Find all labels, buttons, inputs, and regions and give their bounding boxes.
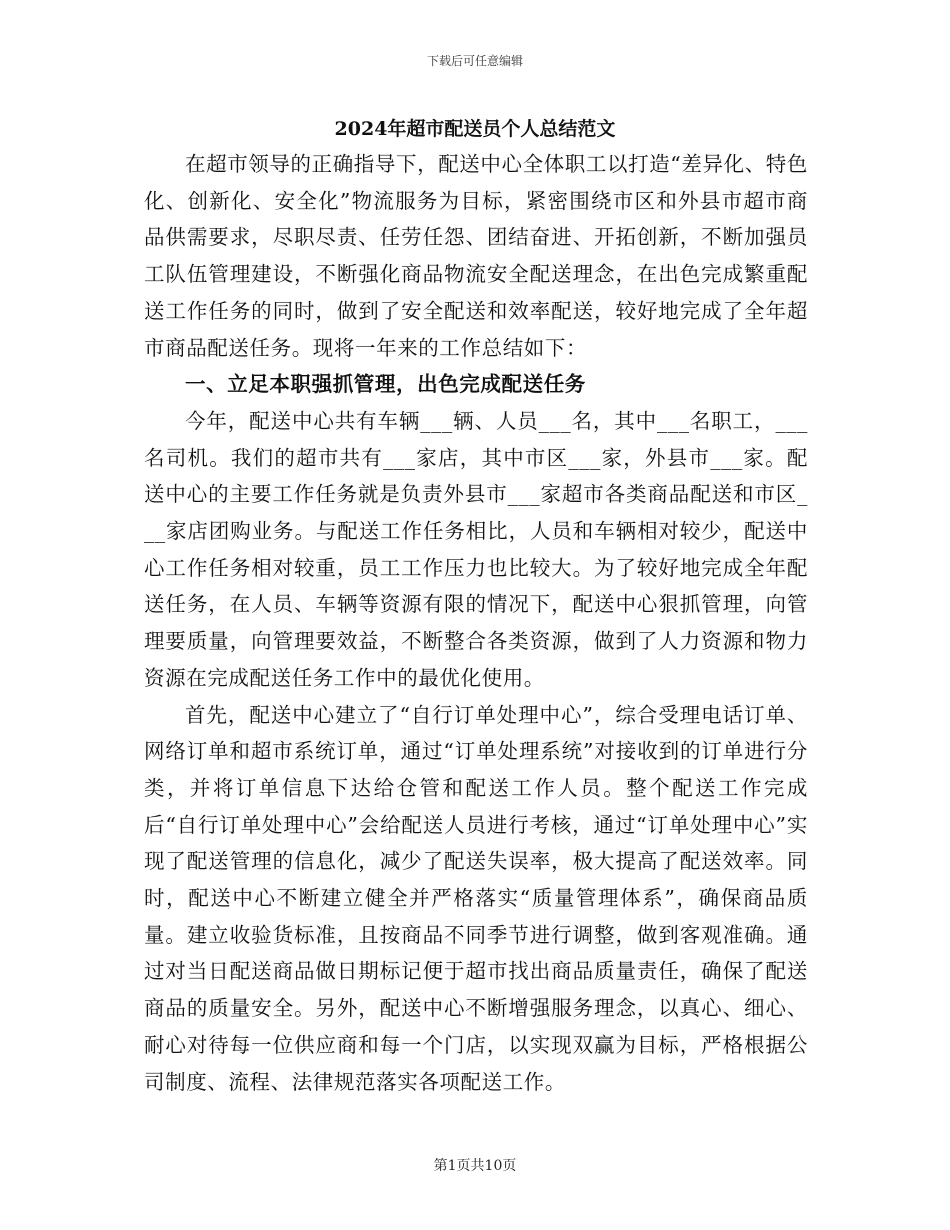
- paragraph-resources: 今年，配送中心共有车辆___辆、人员___名，其中___名职工，___名司机。我们的超市共有___家店，其中市区___家，外县市___家。配送中心的主要工作任务就是负责外县市___家超市各类商品配送和市区___家店团购业务。与配送工作任务相比，人员和车辆相对较少，配送中心工作任务相对较重，员工工作压力也比较大。为了较好地完成全年配送任务，在人员、车辆等资源有限的情况下，配送中心狠抓管理，向管理要质量，向管理要效益，不断整合各类资源，做到了人力资源和物力资源在完成配送任务工作中的最优化使用。: [144, 408, 808, 690]
- paragraph-order-center: 首先，配送中心建立了“自行订单处理中心”，综合受理电话订单、网络订单和超市系统订单，通过“订单处理系统”对接收到的订单进行分类，并将订单信息下达给仓管和配送工作人员。整个配送工作完成后“自行订单处理中心”会给配送人员进行考核，通过“订单处理中心”实现了配送管理的信息化，减少了配送失误率，极大提高了配送效率。同时，配送中心不断建立健全并严格落实“质量管理体系”，确保商品质量。建立收验货标准，且按商品不同季节进行调整，做到客观准确。通过对当日配送商品做日期标记便于超市找出商品质量责任，确保了配送商品的质量安全。另外，配送中心不断增强服务理念，以真心、细心、耐心对待每一位供应商和每一个门店，以实现双赢为目标，严格根据公司制度、流程、法律规范落实各项配送工作。: [144, 702, 808, 1094]
- section-heading-1: 一、立足本职强抓管理，出色完成配送任务: [185, 372, 586, 397]
- page-title: 2024年超市配送员个人总结范文: [334, 118, 616, 140]
- paragraph-intro: 在超市领导的正确指导下，配送中心全体职工以打造“差异化、特色化、创新化、安全化”物流服务为目标，紧密围绕市区和外县市超市商品供需要求，尽职尽责、任劳任怨、团结奋进、开拓创新，不断加强员工队伍管理建设，不断强化商品物流安全配送理念，在出色完成繁重配送工作任务的同时，做到了安全配送和效率配送，较好地完成了全年超市商品配送任务。现将一年来的工作总结如下：: [144, 152, 808, 360]
- header-note: 下载后可任意编辑: [426, 54, 523, 68]
- document-body: [144, 146, 808, 1100]
- page-number: 第1页共10页: [433, 1158, 517, 1174]
